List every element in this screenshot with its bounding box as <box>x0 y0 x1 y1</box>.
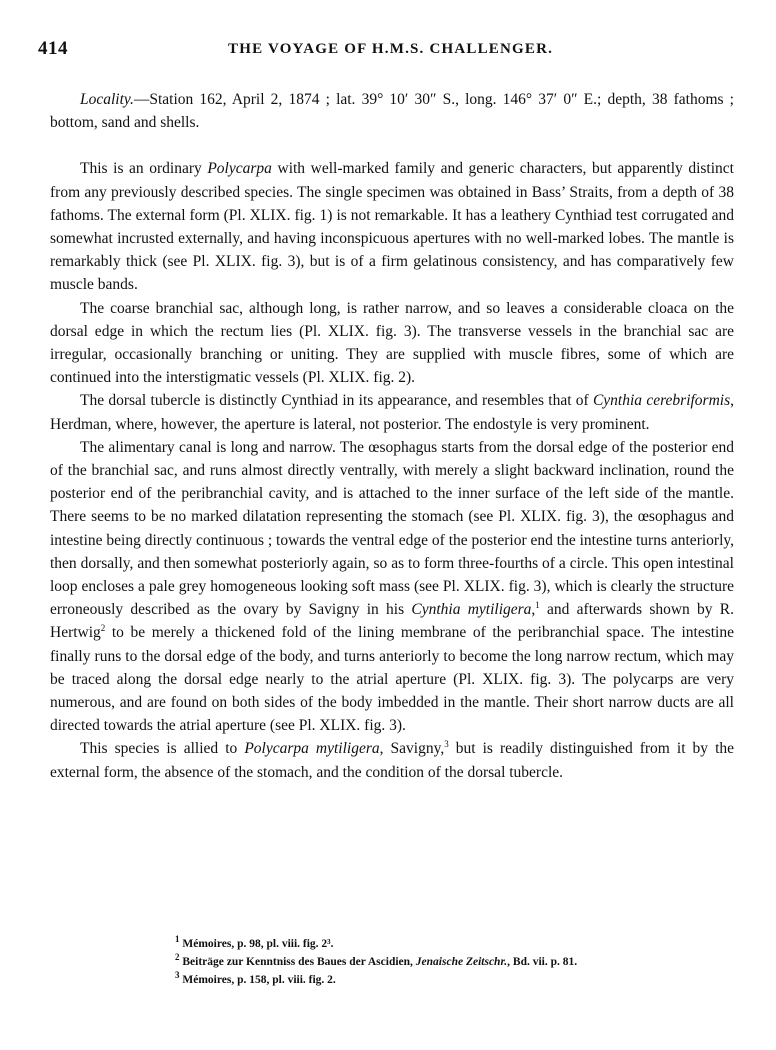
footnote-mark: 1 <box>175 934 180 945</box>
text-run: , Herdman, where, however, the aperture is lateral, not posterior. The endostyle is very prominent. <box>50 392 734 433</box>
text-run: to be merely a thickened fold of the lining membrane of the peribranchial space. The intestine finally runs to the dorsal edge of the body, and turns anteriorly to become the long narrow rectum, which may be traced along the dorsal edge nearly to the atrial aperture (Pl. XLIX. fig. 3). The polycarps are very numerous, and are found on both sides of the body imbedded in the mantle. Their short narrow ducts are all directed towards the atrial aperture (see Pl. XLIX. fig. 3). <box>50 624 734 735</box>
paragraph-1 <box>50 157 734 296</box>
text-run: with well-marked family and generic characters, but apparently distinct from any previously described species. The single specimen was obtained in Bass’ Straits, from a depth of 38 fathoms. The external form (Pl. XLIX. fig. 1) is not remarkable. It has a leathery Cynthiad test corrugated and somewhat incrusted externally, and having inconspicuous apertures with no well-marked lobes. The mantle is remarkably thick (see Pl. XLIX. fig. 3), but is of a firm gelatinous consistency, and has comparatively few muscle bands. <box>50 160 734 294</box>
text-run: but is readily distinguished from it by the external form, the absence of the stomach, and the condition of the dorsal tubercle. <box>50 740 735 781</box>
species-name: Cynthia cerebriformis <box>592 392 731 410</box>
genus-name: Polycarpa <box>207 160 272 178</box>
page-number: 414 <box>38 38 68 59</box>
footnote-text: Mémoires, p. 98, pl. viii. fig. 2³. <box>179 938 334 950</box>
footnotes <box>175 935 735 989</box>
text-run: The alimentary canal is long and narrow. The œsophagus starts from the dorsal edge of the posterior end of the branchial sac, and runs almost directly ventrally, with merely a slight backward inclination, round the posterior end of the peribranchial cavity, and is attached to the inner surface of the left side of the mantle. There seems to be no marked dilatation representing the stomach (see Pl. XLIX. fig. 3), the œsophagus and intestine being directly continuous ; towards the ventral edge of the posterior end the intestine turns anteriorly, then dorsally, and then somewhat posteriorly again, so as to form three-fourths of a circle. This open intestinal loop encloses a pale grey homogeneous looking soft mass (see Pl. XLIX. fig. 3), which is clearly the structure erroneously described as the ovary by Savigny in his <box>50 438 734 619</box>
body-text <box>50 88 734 784</box>
footnote-ref-2: 2 <box>100 623 106 634</box>
locality-text: —Station 162, April 2, 1874 ; lat. 39° 10′ 30″ S., long. 146° 37′ 0″ E.; depth, 38 fathoms ; bottom, sand and shells. <box>50 91 734 132</box>
footnote-1 <box>175 935 735 953</box>
footnote-ref-1: 1 <box>535 600 540 611</box>
paragraph-4 <box>50 436 734 738</box>
text-run: This species is allied to <box>80 740 245 758</box>
text-run: , Savigny, <box>379 740 445 758</box>
footnote-3 <box>175 971 735 989</box>
footnote-text: , Bd. vii. p. 81. <box>507 956 578 968</box>
locality-label: Locality. <box>80 91 134 108</box>
running-title: THE VOYAGE OF H.M.S. CHALLENGER. <box>228 41 554 57</box>
journal-title: Jenaische Zeitschr. <box>415 956 508 968</box>
text-run: The dorsal tubercle is distinctly Cynthiad in its appearance, and resembles that of <box>80 392 593 410</box>
page-header <box>38 38 738 68</box>
paragraph-2: The coarse branchial sac, although long, is rather narrow, and so leaves a considerable cloaca on the dorsal edge in which the rectum lies (Pl. XLIX. fig. 3). The transverse vessels in the branchial sac are irregular, occasionally branching or uniting. They are supplied with muscle fibres, some of which are continued into the interstigmatic vessels (Pl. XLIX. fig. 2). <box>50 299 734 387</box>
footnote-mark: 2 <box>175 952 180 963</box>
text-run: This is an ordinary <box>80 160 208 178</box>
text-run: and afterwards shown by R. Hertwig <box>50 601 735 642</box>
footnote-mark: 3 <box>175 970 180 981</box>
species-name: Cynthia mytiligera <box>411 601 532 619</box>
species-name: Polycarpa mytiligera <box>244 740 380 758</box>
footnote-2 <box>175 953 735 971</box>
text-run: , <box>531 601 536 619</box>
footnote-text: Beiträge zur Kenntniss des Baues der Ascidien, <box>179 956 416 968</box>
paragraph-3 <box>50 389 734 435</box>
footnote-ref-3: 3 <box>444 739 449 750</box>
paragraph-5 <box>50 737 734 783</box>
locality-paragraph <box>50 88 734 134</box>
footnote-text: Mémoires, p. 158, pl. viii. fig. 2. <box>179 974 336 986</box>
